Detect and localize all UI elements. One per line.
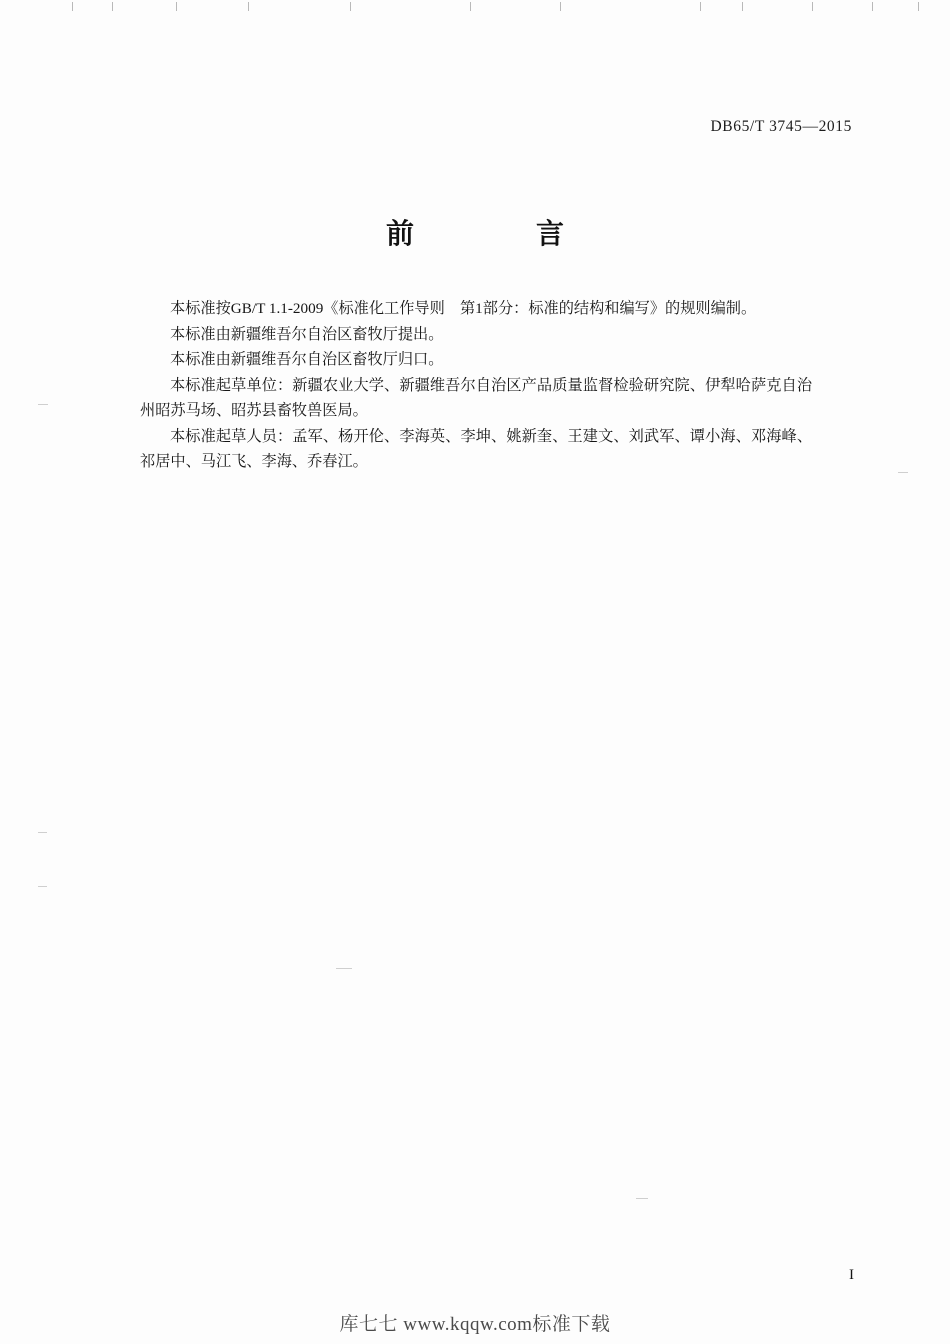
foreword-paragraph: 本标准起草单位：新疆农业大学、新疆维吾尔自治区产品质量监督检验研究院、伊犁哈萨克自治州昭苏马场、昭苏县畜牧兽医局。	[140, 376, 812, 419]
foreword-paragraph: 本标准由新疆维吾尔自治区畜牧厅归口。	[170, 351, 444, 368]
standard-code-header: DB65/T 3745—2015	[710, 118, 852, 135]
foreword-paragraph: 本标准按GB/T 1.1-2009《标准化工作导则 第1部分：标准的结构和编写》的规则编制。	[170, 300, 757, 317]
scan-speckle	[898, 472, 908, 473]
page-number: I	[849, 1267, 854, 1283]
foreword-body	[140, 296, 812, 475]
page-title: 前 言	[385, 217, 586, 250]
scan-speckle	[38, 404, 48, 405]
scan-speckle	[38, 886, 47, 887]
scan-speckle	[336, 968, 352, 969]
foreword-paragraph: 本标准由新疆维吾尔自治区畜牧厅提出。	[170, 325, 444, 343]
footer-watermark: 库七七 www.kqqw.com标准下载	[339, 1314, 611, 1335]
scan-speckle	[38, 832, 47, 833]
foreword-paragraph: 本标准起草人员：孟军、杨开伦、李海英、李坤、姚新奎、王建文、刘武军、谭小海、邓海峰、祁居中、马江飞、李海、乔春江。	[140, 427, 812, 470]
scan-speckle	[636, 1198, 648, 1199]
scan-crop-marks	[0, 0, 950, 14]
